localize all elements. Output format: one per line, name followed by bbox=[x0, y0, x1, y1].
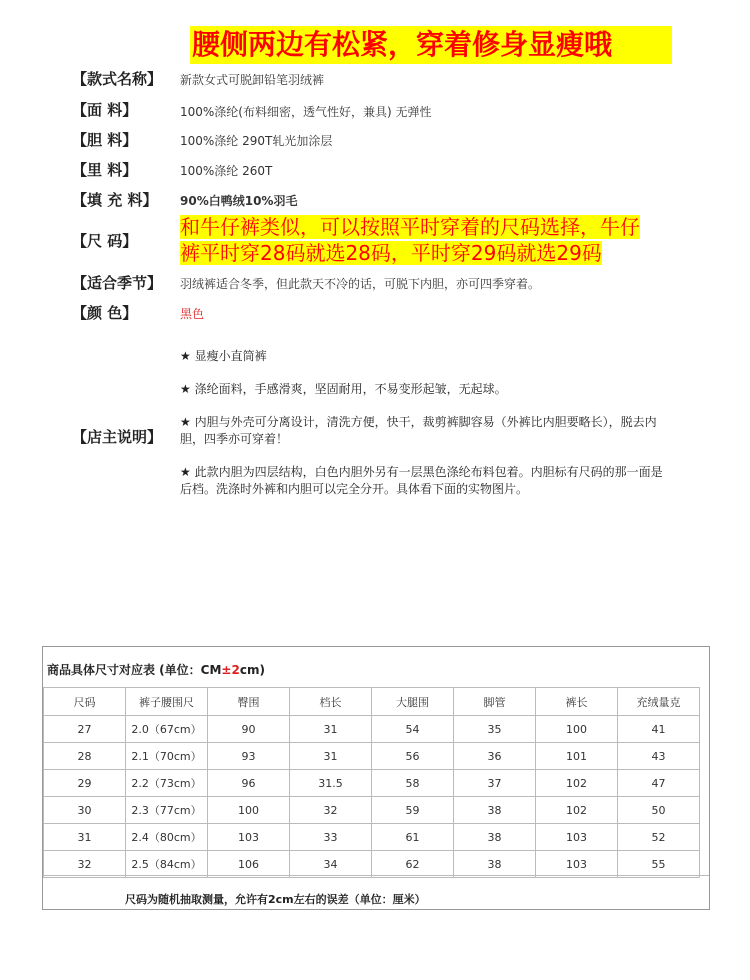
table-cell: 62 bbox=[372, 851, 454, 878]
label-filling: 【填 充 料】 bbox=[72, 191, 158, 209]
table-row bbox=[44, 743, 700, 770]
table-cell: 38 bbox=[454, 797, 536, 824]
table-header-row bbox=[44, 688, 700, 716]
size-table-footnote: 尺码为随机抽取测量，允许有2cm左右的误差（单位：厘米） bbox=[125, 893, 426, 906]
table-row bbox=[44, 797, 700, 824]
table-cell: 52 bbox=[618, 824, 700, 851]
column-header: 裤长 bbox=[536, 688, 618, 716]
table-cell: 103 bbox=[536, 824, 618, 851]
table-cell: 55 bbox=[618, 851, 700, 878]
column-header: 尺码 bbox=[44, 688, 126, 716]
label-fabric: 【面 料】 bbox=[72, 101, 138, 119]
table-cell: 2.4（80cm） bbox=[126, 824, 208, 851]
table-cell: 58 bbox=[372, 770, 454, 797]
table-cell: 32 bbox=[44, 851, 126, 878]
table-cell: 2.2（73cm） bbox=[126, 770, 208, 797]
table-cell: 59 bbox=[372, 797, 454, 824]
value-season: 羽绒裤适合冬季，但此款天不冷的话，可脱下内胆，亦可四季穿着。 bbox=[180, 277, 541, 291]
table-cell: 50 bbox=[618, 797, 700, 824]
size-table bbox=[43, 687, 700, 878]
size-table-title-suffix: cm) bbox=[239, 663, 265, 677]
table-cell: 102 bbox=[536, 770, 618, 797]
table-cell: 100 bbox=[208, 797, 290, 824]
table-row bbox=[44, 851, 700, 878]
table-cell: 103 bbox=[536, 851, 618, 878]
column-header: 臀围 bbox=[208, 688, 290, 716]
table-cell: 31 bbox=[44, 824, 126, 851]
note-item: ★ 内胆与外壳可分离设计，清洗方便，快干，裁剪裤脚容易（外裤比内胆要略长），脱去内胆，四季亦可穿着！ bbox=[180, 415, 657, 446]
table-row bbox=[44, 824, 700, 851]
table-cell: 34 bbox=[290, 851, 372, 878]
table-cell: 30 bbox=[44, 797, 126, 824]
table-cell: 100 bbox=[536, 716, 618, 743]
table-cell: 54 bbox=[372, 716, 454, 743]
value-style: 新款女式可脱卸铅笔羽绒裤 bbox=[180, 73, 325, 87]
column-header: 裤子腰围尺 bbox=[126, 688, 208, 716]
table-cell: 31 bbox=[290, 716, 372, 743]
headline-banner: 腰侧两边有松紧，穿着修身显瘦哦 bbox=[190, 26, 672, 64]
column-header: 脚管 bbox=[454, 688, 536, 716]
table-cell: 27 bbox=[44, 716, 126, 743]
value-liner: 100%涤纶 290T轧光加涂层 bbox=[180, 134, 333, 148]
table-cell: 47 bbox=[618, 770, 700, 797]
table-cell: 28 bbox=[44, 743, 126, 770]
label-notes: 【店主说明】 bbox=[72, 428, 163, 446]
size-table-title bbox=[47, 661, 265, 678]
table-cell: 2.3（77cm） bbox=[126, 797, 208, 824]
size-table-box bbox=[42, 646, 710, 910]
value-color: 黑色 bbox=[180, 307, 205, 321]
label-liner: 【胆 料】 bbox=[72, 131, 138, 149]
label-style: 【款式名称】 bbox=[72, 70, 163, 88]
table-cell: 31 bbox=[290, 743, 372, 770]
size-table-title-tolerance: ±2 bbox=[221, 663, 240, 677]
table-cell: 106 bbox=[208, 851, 290, 878]
table-cell: 56 bbox=[372, 743, 454, 770]
table-cell: 43 bbox=[618, 743, 700, 770]
table-cell: 37 bbox=[454, 770, 536, 797]
label-lining: 【里 料】 bbox=[72, 161, 138, 179]
table-cell: 33 bbox=[290, 824, 372, 851]
note-item: ★ 显瘦小直筒裤 bbox=[180, 349, 267, 363]
table-cell: 32 bbox=[290, 797, 372, 824]
table-cell: 2.0（67cm） bbox=[126, 716, 208, 743]
table-cell: 36 bbox=[454, 743, 536, 770]
value-filling: 90%白鸭绒10%羽毛 bbox=[180, 194, 298, 208]
table-cell: 93 bbox=[208, 743, 290, 770]
shop-notes bbox=[180, 348, 670, 514]
table-cell: 35 bbox=[454, 716, 536, 743]
table-row bbox=[44, 770, 700, 797]
table-footer-divider bbox=[43, 875, 709, 876]
note-item: ★ 涤纶面料，手感滑爽，坚固耐用，不易变形起皱，无起球。 bbox=[180, 382, 507, 396]
label-season: 【适合季节】 bbox=[72, 274, 163, 292]
value-fabric: 100%涤纶(布料细密，透气性好，兼具) 无弹性 bbox=[180, 105, 432, 119]
table-cell: 31.5 bbox=[290, 770, 372, 797]
table-cell: 90 bbox=[208, 716, 290, 743]
size-advice-line1: 和牛仔裤类似，可以按照平时穿着的尺码选择，牛仔 bbox=[180, 215, 640, 239]
table-cell: 96 bbox=[208, 770, 290, 797]
table-row bbox=[44, 716, 700, 743]
table-cell: 103 bbox=[208, 824, 290, 851]
table-cell: 38 bbox=[454, 824, 536, 851]
table-cell: 61 bbox=[372, 824, 454, 851]
column-header: 档长 bbox=[290, 688, 372, 716]
table-cell: 2.5（84cm） bbox=[126, 851, 208, 878]
column-header: 充绒量克 bbox=[618, 688, 700, 716]
column-header: 大腿围 bbox=[372, 688, 454, 716]
size-table-title-prefix: 商品具体尺寸对应表 (单位：CM bbox=[47, 663, 222, 677]
label-size: 【尺 码】 bbox=[72, 232, 138, 250]
table-cell: 102 bbox=[536, 797, 618, 824]
table-cell: 2.1（70cm） bbox=[126, 743, 208, 770]
label-color: 【颜 色】 bbox=[72, 304, 138, 322]
table-cell: 41 bbox=[618, 716, 700, 743]
size-advice bbox=[180, 214, 665, 266]
value-lining: 100%涤纶 260T bbox=[180, 164, 273, 178]
note-item: ★ 此款内胆为四层结构，白色内胆外另有一层黑色涤纶布料包着。内胆标有尺码的那一面是后档。洗涤时外裤和内胆可以完全分开。具体看下面的实物图片。 bbox=[180, 465, 663, 496]
table-cell: 29 bbox=[44, 770, 126, 797]
table-cell: 101 bbox=[536, 743, 618, 770]
size-advice-line2: 裤平时穿28码就选28码，平时穿29码就选29码 bbox=[180, 241, 602, 265]
table-cell: 38 bbox=[454, 851, 536, 878]
